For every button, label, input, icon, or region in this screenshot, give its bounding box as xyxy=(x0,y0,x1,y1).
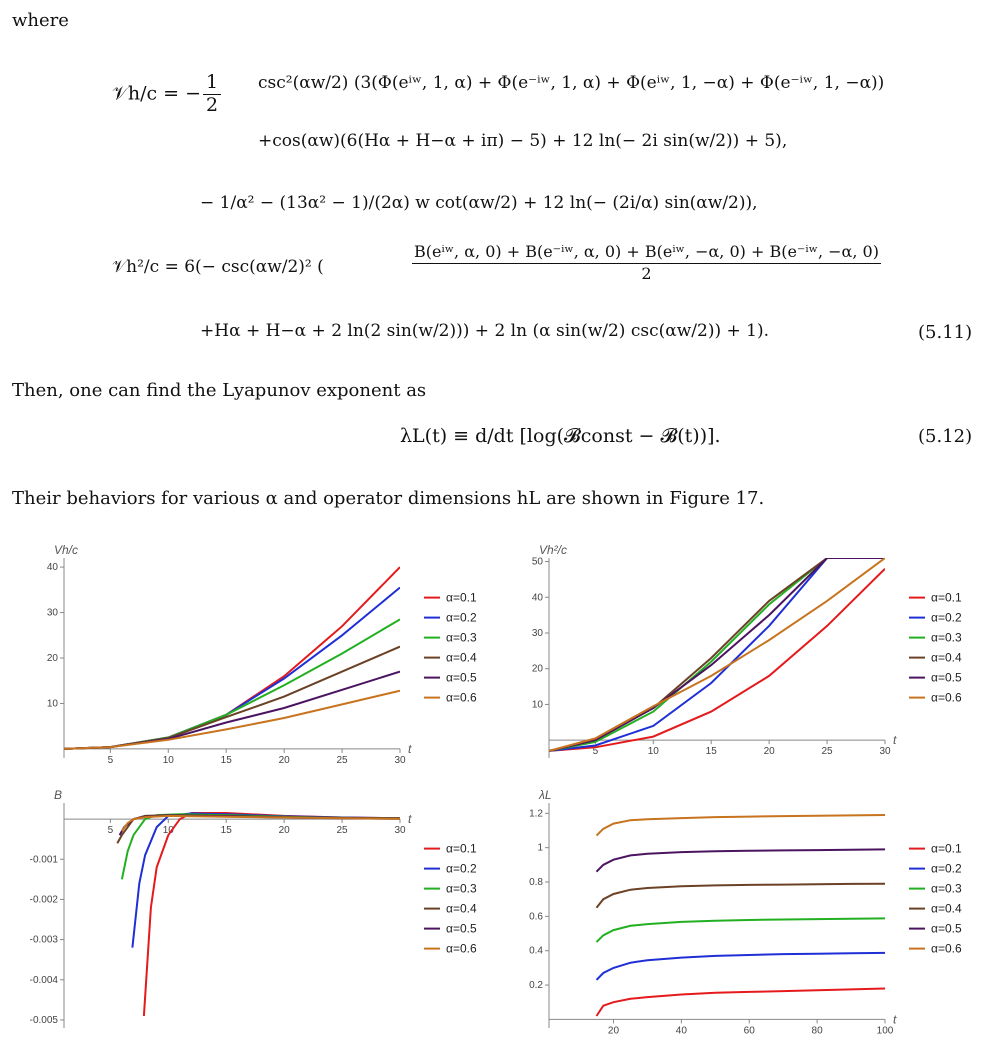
x-tick-label: 10 xyxy=(162,754,174,766)
legend-label: α=0.1 xyxy=(446,841,477,856)
intro-word: where xyxy=(12,10,69,31)
eq-v2-lhs: 𝒱h²/c = 6(− csc(αw/2)² ( xyxy=(112,257,324,277)
x-axis-label: t xyxy=(408,812,412,827)
y-tick-label: 30 xyxy=(46,607,58,619)
y-tick-label: 0.8 xyxy=(529,877,543,889)
series-line-1 xyxy=(597,989,886,1017)
legend-label: α=0.5 xyxy=(931,921,962,936)
x-tick-label: 40 xyxy=(675,1025,687,1037)
eq-v2-line2: +Hα + H−α + 2 ln(2 sin(w/2))) + 2 ln (α sin(w/2) csc(αw/2)) + 1). xyxy=(200,321,769,341)
legend-label: α=0.4 xyxy=(446,901,477,916)
chart-b xyxy=(20,785,500,1050)
series-line-5 xyxy=(549,558,885,751)
x-tick-label: 10 xyxy=(162,825,174,837)
x-tick-label: 5 xyxy=(107,754,114,766)
x-tick-label: 20 xyxy=(763,746,775,758)
y-tick-label: 20 xyxy=(46,653,58,664)
y-axis-label: Vh²/c xyxy=(539,543,568,557)
eq-number-512: (5.12) xyxy=(918,426,973,447)
legend-label: α=0.6 xyxy=(931,941,962,956)
series-line-4 xyxy=(597,884,886,908)
x-tick-label: 60 xyxy=(743,1025,755,1037)
eq-v2-den: 2 xyxy=(641,263,652,283)
legend-label: α=0.6 xyxy=(446,941,477,956)
legend-label: α=0.1 xyxy=(931,590,962,605)
x-tick-label: 25 xyxy=(336,754,348,766)
series-line-2 xyxy=(597,953,886,980)
legend-label: α=0.2 xyxy=(446,861,477,876)
y-axis-label: λL xyxy=(539,788,552,802)
series-line-3 xyxy=(64,619,400,749)
y-tick-label: 20 xyxy=(531,663,543,675)
legend-label: α=0.4 xyxy=(446,650,477,665)
y-tick-label: -0.003 xyxy=(29,934,58,946)
x-tick-label: 25 xyxy=(821,746,833,758)
y-tick-label: 40 xyxy=(531,592,543,604)
series-line-5 xyxy=(597,849,886,871)
y-tick-label: 0.2 xyxy=(529,980,543,992)
x-tick-label: 15 xyxy=(220,754,232,766)
series-line-3 xyxy=(597,918,886,942)
series-line-3 xyxy=(549,558,885,751)
x-tick-label: 30 xyxy=(394,754,406,766)
series-line-6 xyxy=(549,558,885,751)
chart-lambda xyxy=(505,785,985,1050)
x-tick-label: 10 xyxy=(647,746,659,758)
legend-label: α=0.2 xyxy=(446,610,477,625)
legend-label: α=0.5 xyxy=(446,921,477,936)
eq-v1-line2: +cos(αw)(6(Hα + H−α + iπ) − 5) + 12 ln(− 2i sin(w/2)) + 5), xyxy=(258,131,788,151)
x-tick-label: 100 xyxy=(876,1025,894,1037)
eq-v1-lhs: 𝒱h/c = − $\frac{1}{2}$ xyxy=(112,72,223,117)
x-axis-label: t xyxy=(408,741,412,756)
x-tick-label: 20 xyxy=(278,754,290,766)
legend-label: α=0.5 xyxy=(446,670,477,685)
y-tick-label: 1.2 xyxy=(529,808,543,820)
y-tick-label: 0.6 xyxy=(529,911,543,923)
series-line-4 xyxy=(64,647,400,749)
x-tick-label: 30 xyxy=(394,825,406,837)
behavior-text: Their behaviors for various α and operator dimensions hL are shown in Figure 17. xyxy=(12,488,765,509)
eq-number-511: (5.11) xyxy=(918,322,973,343)
legend-label: α=0.4 xyxy=(931,901,962,916)
eq-v1-line3: − 1/α² − (13α² − 1)/(2α) w cot(αw/2) + 12 ln(− (2i/α) sin(αw/2)), xyxy=(200,193,758,213)
legend-label: α=0.6 xyxy=(446,690,477,705)
legend-label: α=0.1 xyxy=(931,841,962,856)
legend-label: α=0.3 xyxy=(931,630,962,645)
legend-label: α=0.2 xyxy=(931,861,962,876)
eq-v2-fraction xyxy=(412,242,881,285)
x-tick-label: 15 xyxy=(705,746,717,758)
legend-label: α=0.6 xyxy=(931,690,962,705)
series-line-2 xyxy=(549,558,885,751)
x-tick-label: 20 xyxy=(607,1025,620,1037)
x-axis-label: t xyxy=(893,733,897,748)
legend-label: α=0.1 xyxy=(446,590,477,605)
y-tick-label: -0.005 xyxy=(29,1014,58,1026)
legend-label: α=0.2 xyxy=(931,610,962,625)
legend-label: α=0.4 xyxy=(931,650,962,665)
y-tick-label: 1 xyxy=(537,842,543,854)
y-tick-label: 10 xyxy=(531,699,543,711)
y-tick-label: 40 xyxy=(46,562,58,574)
y-tick-label: -0.004 xyxy=(29,974,58,986)
y-tick-label: -0.001 xyxy=(29,854,58,866)
y-tick-label: 30 xyxy=(531,628,543,639)
lyap-equation: λL(t) ≡ d/dt [log(𝓑const − 𝓑(t))]. xyxy=(400,425,721,447)
chart-vhc xyxy=(20,540,500,780)
series-line-6 xyxy=(64,691,400,749)
y-tick-label: 10 xyxy=(46,698,58,710)
y-tick-label: 50 xyxy=(531,556,543,568)
x-tick-label: 30 xyxy=(879,746,891,758)
x-tick-label: 5 xyxy=(107,825,114,837)
eq-v1-line1: csc²(αw/2) (3(Φ(eⁱʷ, 1, α) + Φ(e⁻ⁱʷ, 1, α) + Φ(eⁱʷ, 1, −α) + Φ(e⁻ⁱʷ, 1, −α)) xyxy=(258,73,885,93)
legend-label: α=0.3 xyxy=(931,881,962,896)
lyap-text: Then, one can find the Lyapunov exponent as xyxy=(12,380,427,401)
legend-label: α=0.5 xyxy=(931,670,962,685)
y-axis-label: Vh/c xyxy=(54,543,79,557)
x-tick-label: 5 xyxy=(592,746,599,758)
y-tick-label: 0.4 xyxy=(529,945,543,957)
x-tick-label: 20 xyxy=(278,825,290,837)
series-line-1 xyxy=(144,813,400,1016)
y-axis-label: B xyxy=(54,788,63,802)
eq-v2-num: B(eⁱʷ, α, 0) + B(e⁻ⁱʷ, α, 0) + B(eⁱʷ, −α, 0) + B(e⁻ⁱʷ, −α, 0) xyxy=(412,242,881,264)
legend-label: α=0.3 xyxy=(446,881,477,896)
series-line-6 xyxy=(597,815,886,836)
legend-label: α=0.3 xyxy=(446,630,477,645)
x-tick-label: 25 xyxy=(336,825,348,837)
chart-vh2c xyxy=(505,540,985,780)
series-line-4 xyxy=(549,558,885,751)
x-tick-label: 80 xyxy=(811,1025,823,1037)
x-axis-label: t xyxy=(893,1012,897,1027)
y-tick-label: -0.002 xyxy=(29,894,58,906)
x-tick-label: 15 xyxy=(220,825,232,837)
